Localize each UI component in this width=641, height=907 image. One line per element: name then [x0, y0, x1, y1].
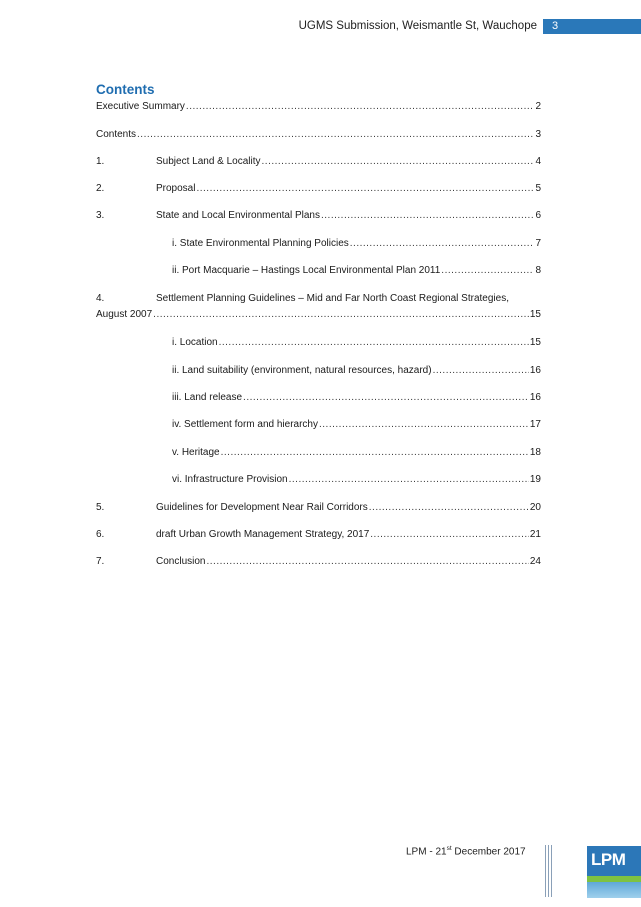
- toc-leader: [219, 336, 529, 350]
- toc-entry-text: Proposal: [156, 183, 196, 194]
- toc-entry-settlement-form[interactable]: [172, 418, 541, 432]
- toc-entry-page: 6: [535, 210, 541, 221]
- footer-divider: [545, 845, 546, 897]
- toc-entry-text: i. State Environmental Planning Policies: [172, 238, 349, 249]
- footer-divider: [548, 845, 549, 897]
- toc-entry-text: Subject Land & Locality: [156, 156, 261, 167]
- toc-entry-page: 15: [529, 337, 541, 348]
- footer-suffix: December 2017: [451, 846, 526, 858]
- toc-leader: [370, 528, 529, 542]
- toc-entry-text: Conclusion: [156, 556, 206, 567]
- toc-heading: Contents: [96, 82, 155, 97]
- toc-entry-text: ii. Port Macquarie – Hastings Local Environmental Plan 2011: [172, 265, 441, 276]
- toc-entry-number: 3.: [96, 210, 105, 221]
- toc-entry-rail-corridors[interactable]: [96, 501, 541, 515]
- footer-prefix: LPM - 21: [406, 846, 447, 858]
- footer-superscript: st: [446, 845, 452, 852]
- toc-leader: [289, 473, 529, 487]
- toc-entry-number: 2.: [96, 183, 105, 194]
- toc-entry-page: 21: [529, 529, 541, 540]
- toc-entry-page: 24: [529, 556, 541, 567]
- toc-entry-page: 15: [529, 309, 541, 320]
- toc-leader: [221, 446, 529, 460]
- toc-leader: [196, 182, 534, 196]
- toc-entry-text: iv. Settlement form and hierarchy: [172, 419, 318, 430]
- toc-leader: [243, 391, 529, 405]
- toc-entry-text: Executive Summary: [96, 101, 185, 112]
- toc-entry-page: 2: [535, 101, 541, 112]
- footer-date: [406, 845, 526, 857]
- toc-leader: [137, 128, 534, 142]
- footer-divider: [551, 845, 552, 897]
- toc-entry-page: 18: [529, 447, 541, 458]
- toc-entry-sepp[interactable]: [172, 237, 541, 251]
- toc-entry-number: 7.: [96, 556, 105, 567]
- toc-leader: [319, 418, 529, 432]
- toc-entry-number: 1.: [96, 156, 105, 167]
- toc-entry-page: 3: [535, 129, 541, 140]
- toc-entry-text: Contents: [96, 129, 137, 140]
- toc-entry-land-suitability[interactable]: [172, 364, 541, 378]
- toc-entry-settlement-guidelines-cont[interactable]: [96, 308, 541, 322]
- toc-entry-page: 17: [529, 419, 541, 430]
- toc-leader: [153, 308, 529, 322]
- toc-entry-heritage[interactable]: [172, 446, 541, 460]
- toc-entry-conclusion[interactable]: [96, 555, 541, 569]
- toc-entry-text: i. Location: [172, 337, 218, 348]
- toc-leader: [206, 555, 528, 569]
- toc-entry-text: draft Urban Growth Management Strategy, 2017: [156, 529, 370, 540]
- toc-leader: [350, 237, 535, 251]
- logo-light-band: [587, 882, 641, 898]
- toc-entry-text: v. Heritage: [172, 447, 220, 458]
- toc-entry-settlement-guidelines[interactable]: [96, 292, 541, 306]
- toc-entry-page: 7: [535, 238, 541, 249]
- toc-entry-contents[interactable]: [96, 128, 541, 142]
- toc-leader: [186, 100, 535, 114]
- toc-leader: [369, 501, 529, 515]
- toc-entry-subject-land[interactable]: [96, 155, 541, 169]
- toc-entry-number: 6.: [96, 529, 105, 540]
- toc-entry-executive-summary[interactable]: [96, 100, 541, 114]
- toc-leader: [262, 155, 535, 169]
- toc-entry-text: Guidelines for Development Near Rail Corridors: [156, 502, 368, 513]
- toc-entry-page: 4: [535, 156, 541, 167]
- toc-entry-text: August 2007: [96, 309, 153, 320]
- toc-entry-text: Settlement Planning Guidelines – Mid and Far North Coast Regional Strategies,: [156, 293, 509, 304]
- toc-entry-page: 20: [529, 502, 541, 513]
- toc-entry-location[interactable]: [172, 336, 541, 350]
- toc-entry-page: 16: [529, 392, 541, 403]
- toc-entry-text: State and Local Environmental Plans: [156, 210, 320, 221]
- toc-entry-number: 4.: [96, 293, 105, 304]
- toc-entry-page: 5: [535, 183, 541, 194]
- logo-text: LPM: [591, 850, 626, 869]
- lpm-logo: [587, 846, 641, 898]
- toc-leader: [433, 364, 529, 378]
- toc-entry-text: vi. Infrastructure Provision: [172, 474, 288, 485]
- toc-entry-text: iii. Land release: [172, 392, 243, 403]
- toc-entry-land-release[interactable]: [172, 391, 541, 405]
- toc-entry-page: 19: [529, 474, 541, 485]
- header-page-number: 3: [543, 19, 641, 34]
- toc-leader: [321, 209, 534, 223]
- header-title: UGMS Submission, Weismantle St, Wauchope: [298, 20, 537, 32]
- toc-entry-page: 8: [535, 265, 541, 276]
- toc-entry-proposal[interactable]: [96, 182, 541, 196]
- toc-entry-page: 16: [529, 365, 541, 376]
- toc-leader: [441, 264, 534, 278]
- toc-entry-lep[interactable]: [172, 264, 541, 278]
- toc-entry-number: 5.: [96, 502, 105, 513]
- toc-entry-ugms[interactable]: [96, 528, 541, 542]
- toc-entry-text: ii. Land suitability (environment, natural resources, hazard): [172, 365, 432, 376]
- toc-entry-infrastructure[interactable]: [172, 473, 541, 487]
- toc-entry-environmental-plans[interactable]: [96, 209, 541, 223]
